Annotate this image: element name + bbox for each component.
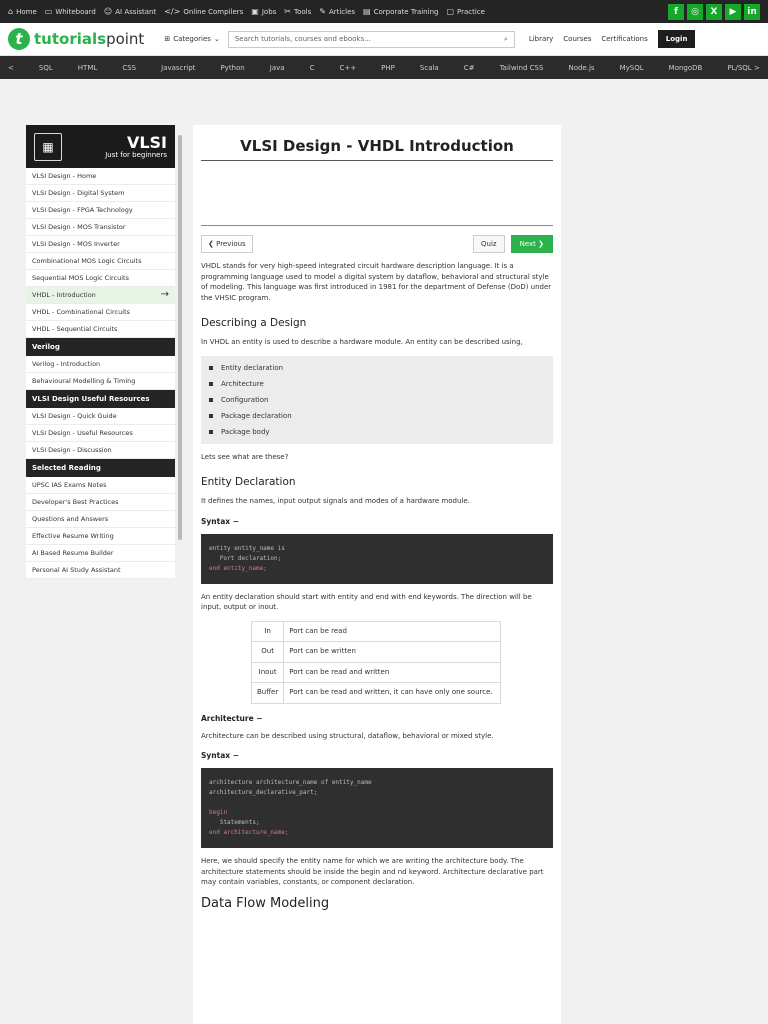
lang-link-c-[interactable]: C# (463, 63, 475, 72)
lang-link-python[interactable]: Python (220, 63, 245, 72)
header-link-courses[interactable]: Courses (563, 35, 592, 43)
sidebar-item[interactable]: VLSI Design - Home (26, 168, 175, 185)
compiler-icon: </> (164, 7, 181, 16)
sidebar-item[interactable]: VLSI Design - MOS Inverter (26, 236, 175, 253)
heading-describing-design: Describing a Design (201, 317, 307, 329)
port-description-cell: Port can be read (284, 621, 501, 642)
sidebar-item[interactable]: VHDL - Combinational Circuits (26, 304, 175, 321)
sidebar-item[interactable]: Personal AI Study Assistant (26, 562, 175, 579)
code-block-entity[interactable] (201, 534, 553, 584)
ai-assistant-icon: ☺ (103, 7, 113, 16)
topnav-item-label: Home (16, 7, 37, 16)
code-line: Port declaration; (209, 554, 282, 562)
lang-link-java[interactable]: Java (269, 63, 285, 72)
categories-label: Categories (173, 35, 211, 43)
code-line: architecture architecture_name of entity_name (209, 779, 372, 786)
topnav-item-label: Online Compilers (183, 7, 244, 16)
login-button[interactable]: Login (658, 30, 696, 48)
sidebar-item[interactable]: Developer's Best Practices (26, 494, 175, 511)
logo-text-bold: tutorials (34, 30, 107, 48)
list-item: Architecture (209, 376, 545, 392)
architecture-label: Architecture − (201, 713, 263, 723)
table-row (252, 683, 501, 704)
topnav-item-jobs[interactable] (251, 7, 276, 16)
sidebar-item[interactable]: VLSI Design - FPGA Technology (26, 202, 175, 219)
describing-paragraph: In VHDL an entity is used to describe a hardware module. An entity can be described using, (201, 338, 523, 346)
chip-icon: ▦ (34, 133, 62, 161)
practice-icon: ▢ (446, 7, 455, 16)
topnav-item-label: Articles (328, 7, 356, 16)
heading-data-flow-modeling: Data Flow Modeling (201, 895, 330, 911)
sidebar-item[interactable]: Effective Resume Writing (26, 528, 175, 545)
sidebar-item-label: VHDL - Introduction (32, 291, 96, 299)
previous-label: Previous (216, 240, 246, 248)
entity-after-paragraph: An entity declaration should start with entity and end with end keywords. The direction will be input, output or inout. (201, 592, 532, 611)
lang-link-php[interactable]: PHP (381, 63, 395, 72)
port-description-cell: Port can be read and written, it can have only one source. (284, 683, 501, 704)
youtube-icon[interactable]: ▶ (725, 4, 741, 20)
port-mode-cell: In (252, 621, 284, 642)
next-label: Next (519, 240, 536, 248)
topnav-item-label: Corporate Training (373, 7, 439, 16)
code-line: end entity_name; (209, 564, 267, 572)
table-row (252, 642, 501, 663)
topnav-item-home[interactable] (8, 7, 37, 16)
syntax-label: Syntax − (201, 516, 240, 526)
lang-scroll-left-icon[interactable]: < (8, 63, 14, 72)
chevron-down-icon: ⌄ (213, 35, 220, 43)
home-icon: ⌂ (8, 7, 14, 16)
port-mode-cell: Inout (252, 662, 284, 683)
lang-last-group (727, 64, 759, 72)
topnav-item-label: Practice (457, 7, 485, 16)
topnav-item-practice[interactable] (446, 7, 485, 16)
chevron-left-icon: ❮ (208, 240, 214, 248)
topnav-item-whiteboard[interactable] (45, 7, 96, 16)
header-link-certifications[interactable]: Certifications (601, 35, 648, 43)
linkedin-icon[interactable]: in (744, 4, 760, 20)
sidebar-banner-title: VLSI (126, 132, 167, 152)
x-icon[interactable]: X (706, 4, 722, 20)
lang-link-c[interactable]: C (309, 63, 315, 72)
jobs-icon: ▣ (251, 7, 259, 16)
lang-link-css[interactable]: CSS (122, 63, 137, 72)
lang-link-javascript[interactable]: Javascript (161, 63, 196, 72)
topnav-item-label: Tools (293, 7, 312, 16)
list-item: Package declaration (209, 408, 545, 424)
main-content (193, 125, 561, 1024)
tools-icon: ✂ (284, 7, 291, 16)
sidebar-heading-resources: VLSI Design Useful Resources (26, 390, 175, 408)
lang-scroll-right-icon[interactable]: > (753, 63, 760, 72)
list-item: Package body (209, 424, 545, 440)
code-block-architecture[interactable] (201, 768, 553, 848)
topnav-item-label: Jobs (261, 7, 277, 16)
quiz-button[interactable]: Quiz (473, 235, 505, 253)
topnav-item-corporate-training[interactable] (363, 7, 438, 16)
sidebar-scrollbar[interactable] (177, 125, 183, 600)
design-units-list (201, 356, 553, 444)
sidebar-item[interactable]: VLSI Design - Digital System (26, 185, 175, 202)
top-nav (0, 0, 768, 23)
port-description-cell: Port can be read and written (284, 662, 501, 683)
sidebar-item[interactable]: VLSI Design - Quick Guide (26, 408, 175, 425)
chevron-right-icon: ❯ (538, 240, 544, 248)
arrow-right-icon: → (160, 289, 169, 300)
sidebar-item[interactable]: Questions and Answers (26, 511, 175, 528)
port-mode-cell: Out (252, 642, 284, 663)
architecture-paragraph: Architecture can be described using structural, dataflow, behavioral or mixed style. (201, 731, 494, 740)
language-bar (0, 56, 768, 79)
architecture-after-paragraph: Here, we should specify the entity name for which we are writing the architecture body. The architecture statements should be inside the begin and nd keyword. Architecture declarative part may contain variables, constants, or component declaration. (201, 857, 544, 886)
code-line: Statements; (209, 819, 260, 826)
topnav-item-online-compilers[interactable] (164, 7, 243, 16)
table-row (252, 621, 501, 642)
code-line: begin (209, 809, 228, 816)
whiteboard-icon: ▭ (44, 7, 53, 16)
topnav-item-label: AI Assistant (115, 7, 157, 16)
search-input[interactable] (228, 31, 515, 48)
port-modes-table (251, 621, 501, 704)
ad-space (201, 161, 553, 226)
syntax-label-2: Syntax − (201, 751, 240, 760)
lang-link-mongodb[interactable]: MongoDB (668, 63, 703, 72)
sidebar-banner-subtitle: Just for beginners (105, 150, 167, 159)
port-mode-cell: Buffer (252, 683, 284, 704)
search-icon[interactable]: ⌕ (503, 34, 508, 43)
lang-link-html[interactable]: HTML (77, 63, 98, 72)
page-navigation (201, 235, 553, 253)
sidebar-item[interactable]: AI Based Resume Builder (26, 545, 175, 562)
heading-entity-declaration: Entity Declaration (201, 476, 296, 488)
search-placeholder: Search tutorials, courses and ebooks... (234, 35, 371, 43)
lets-see-text: Lets see what are these? (201, 452, 289, 461)
sidebar-item[interactable]: Behavioural Modelling & Timing (26, 373, 175, 390)
articles-icon: ✎ (319, 7, 326, 16)
corporate-training-icon: ▤ (363, 7, 371, 16)
logo-mark: t (8, 28, 30, 50)
lang-link-scala[interactable]: Scala (419, 63, 439, 72)
sidebar-item[interactable]: Combinational MOS Logic Circuits (26, 253, 175, 270)
lang-link-sql[interactable]: SQL (38, 63, 53, 72)
sidebar-item[interactable]: VLSI Design - MOS Transistor (26, 219, 175, 236)
lang-link-pl-sql[interactable]: PL/SQL (727, 63, 752, 72)
sidebar-item[interactable]: VLSI Design - Useful Resources (26, 425, 175, 442)
logo-text-rest: point (106, 30, 145, 48)
port-description-cell: Port can be written (284, 642, 501, 663)
entity-paragraph: It defines the names, input output signals and modes of a hardware module. (201, 497, 470, 505)
code-line (209, 798, 545, 808)
code-line: architecture_declarative_part; (209, 789, 318, 796)
list-item: Entity declaration (209, 360, 545, 376)
scrollbar-thumb[interactable] (178, 135, 182, 540)
topnav-item-ai-assistant[interactable] (104, 7, 156, 16)
lang-link-c-[interactable]: C++ (339, 63, 357, 72)
lang-link-tailwind-css[interactable]: Tailwind CSS (499, 63, 544, 72)
lang-link-mysql[interactable]: MySQL (619, 63, 644, 72)
facebook-icon[interactable]: f (668, 4, 684, 20)
sidebar-item-active[interactable] (26, 287, 175, 304)
categories-dropdown[interactable] (164, 35, 219, 43)
previous-button[interactable] (201, 235, 253, 253)
sidebar-heading-reading: Selected Reading (26, 459, 175, 477)
instagram-icon[interactable]: ◎ (687, 4, 703, 20)
page-title: VLSI Design - VHDL Introduction (201, 125, 553, 161)
header-link-library[interactable]: Library (528, 35, 554, 43)
code-line: entity entity_name is (209, 544, 285, 552)
sidebar (26, 125, 175, 579)
table-row (252, 662, 501, 683)
sidebar-item[interactable]: VHDL - Sequential Circuits (26, 321, 175, 338)
sidebar-item[interactable]: UPSC IAS Exams Notes (26, 477, 175, 494)
topnav-item-label: Whiteboard (55, 7, 96, 16)
site-header (0, 23, 768, 56)
sidebar-banner (26, 125, 175, 168)
topnav-item-tools[interactable] (284, 7, 311, 16)
lang-link-node-js[interactable]: Node.js (568, 63, 595, 72)
code-line: end architecture_name; (209, 829, 289, 836)
intro-paragraph: VHDL stands for very high-speed integrated circuit hardware description language. It is a programming language used to model a digital system by dataflow, behavioral and structural style of modeling. This language was first introduced in 1981 for the department of Defense (DoD) under the VHSIC program. (201, 262, 552, 302)
topnav-item-articles[interactable] (319, 7, 355, 16)
sidebar-item[interactable]: VLSI Design - Discussion (26, 442, 175, 459)
sidebar-item[interactable]: Verilog - Introduction (26, 356, 175, 373)
site-logo[interactable] (8, 28, 144, 50)
list-item: Configuration (209, 392, 545, 408)
next-button[interactable] (511, 235, 553, 253)
grid-icon: ⊞ (164, 35, 171, 43)
sidebar-heading-verilog: Verilog (26, 338, 175, 356)
sidebar-item[interactable]: Sequential MOS Logic Circuits (26, 270, 175, 287)
